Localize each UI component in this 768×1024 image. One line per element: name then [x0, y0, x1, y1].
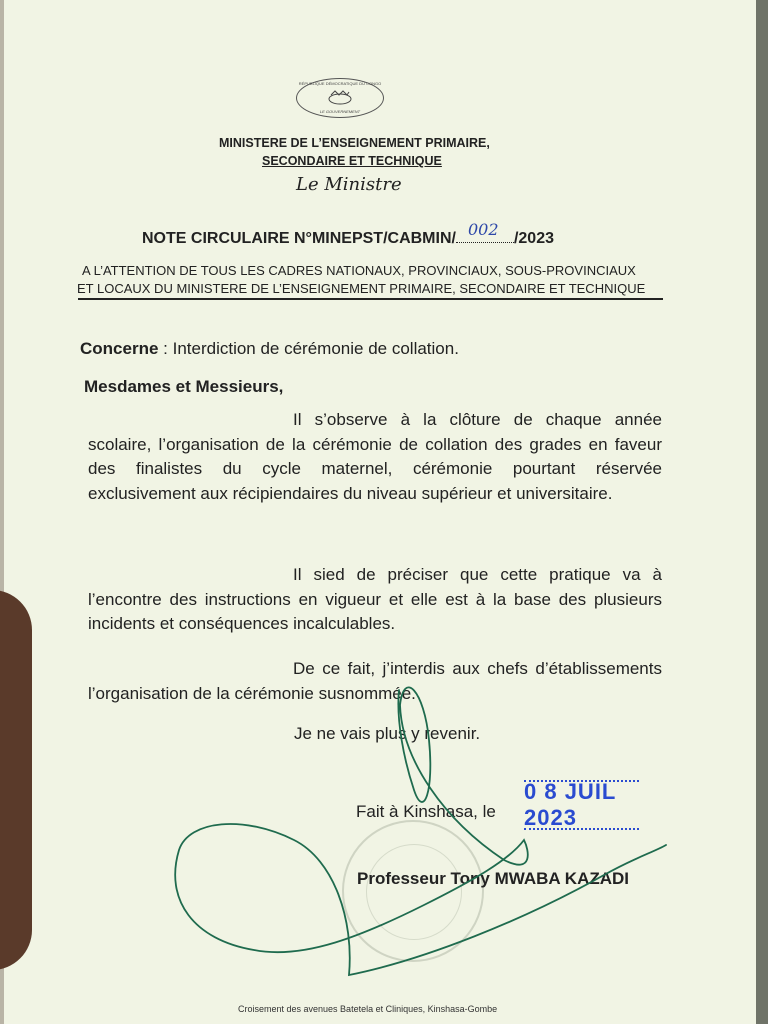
subject-line — [80, 339, 459, 359]
paragraph-1: Il s’observe à la clôture de chaque année scolaire, l’organisation de la cérémonie de collation des grades en faveur des finalistes du cycle maternel, cérémonie pourtant réservée exclusivement aux récipiendaires du niveau supérieur et universitaire. — [88, 410, 662, 503]
date-stamp: 0 8 JUIL 2023 — [524, 780, 639, 830]
footer-address: Croisement des avenues Batetela et Cliniques, Kinshasa-Gombe — [238, 1004, 498, 1014]
note-title-suffix: /2023 — [513, 230, 554, 247]
subject-text: : Interdiction de cérémonie de collation. — [158, 339, 459, 358]
ministry-name-line1: MINISTERE DE L’ENSEIGNEMENT PRIMAIRE, — [219, 136, 490, 150]
minister-heading: Le Ministre — [296, 174, 402, 195]
signer-name: Professeur Tony MWABA KAZADI — [357, 869, 630, 888]
holding-hand — [0, 590, 32, 970]
ministry-name-line2: SECONDAIRE ET TECHNIQUE — [262, 154, 442, 168]
document-page — [4, 0, 756, 1024]
coat-of-arms-emblem: RÉPUBLIQUE DÉMOCRATIQUE DU CONGO LE GOUVERNEMENT — [296, 78, 384, 118]
note-title-prefix: NOTE CIRCULAIRE N°MINEPST/CABMIN/ — [142, 230, 456, 247]
header-divider — [78, 298, 663, 300]
note-title — [142, 220, 554, 248]
attention-line2: ET LOCAUX DU MINISTERE DE L’ENSEIGNEMENT PRIMAIRE, SECONDAIRE ET TECHNIQUE — [77, 281, 646, 296]
attention-line1: A L’ATTENTION DE TOUS LES CADRES NATIONAUX, PROVINCIAUX, SOUS-PROVINCIAUX — [82, 263, 636, 278]
note-number-handwritten: 002 — [467, 220, 499, 239]
embossed-seal — [342, 820, 484, 962]
paragraph-4: Je ne vais plus y revenir. — [294, 724, 481, 743]
greeting: Mesdames et Messieurs, — [84, 377, 284, 396]
place-line: Fait à Kinshasa, le — [356, 802, 496, 821]
note-number-slot — [456, 220, 514, 243]
paragraph-2: Il sied de préciser que cette pratique va à l’encontre des instructions en vigueur et elle est à la base des plusieurs incidents et conséquences incalculables. — [88, 565, 662, 633]
leopard-icon — [325, 89, 355, 107]
subject-label: Concerne — [80, 339, 159, 358]
paragraph-3: De ce fait, j’interdis aux chefs d’établissements l’organisation de la cérémonie susnommée. — [88, 659, 662, 703]
